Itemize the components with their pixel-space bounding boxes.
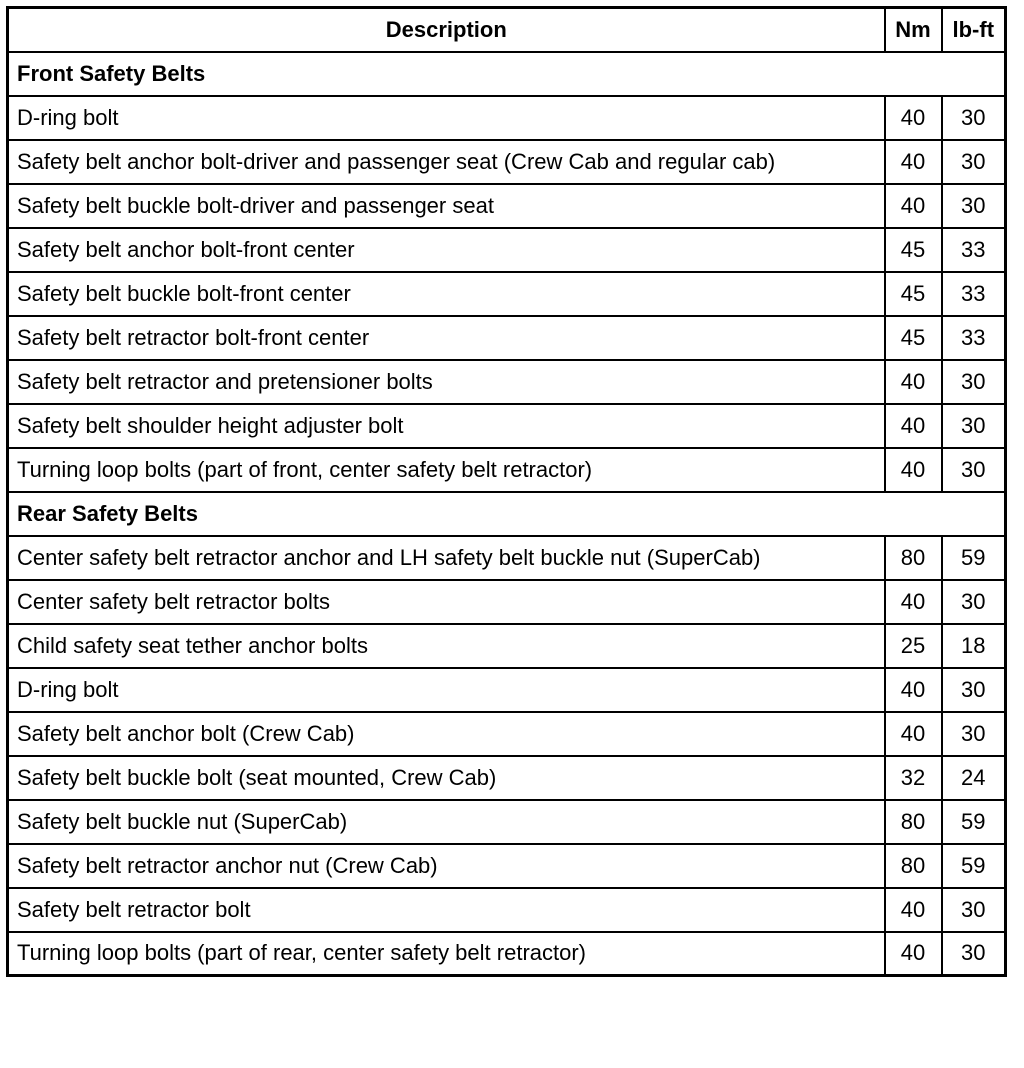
row-description: Safety belt shoulder height adjuster bolt [8, 404, 885, 448]
table-row [8, 800, 1006, 844]
row-description: Safety belt buckle bolt-front center [8, 272, 885, 316]
table-row [8, 624, 1006, 668]
row-description: Safety belt buckle bolt (seat mounted, Crew Cab) [8, 756, 885, 800]
table-row [8, 360, 1006, 404]
row-description: Center safety belt retractor bolts [8, 580, 885, 624]
table-row [8, 712, 1006, 756]
table-row [8, 184, 1006, 228]
row-nm: 32 [885, 756, 942, 800]
row-description: D-ring bolt [8, 668, 885, 712]
table-row [8, 536, 1006, 580]
table-row [8, 580, 1006, 624]
section-title: Rear Safety Belts [8, 492, 1006, 536]
row-lbft: 30 [942, 140, 1006, 184]
row-lbft: 30 [942, 448, 1006, 492]
row-description: Safety belt anchor bolt (Crew Cab) [8, 712, 885, 756]
row-description: D-ring bolt [8, 96, 885, 140]
row-lbft: 59 [942, 536, 1006, 580]
row-nm: 80 [885, 844, 942, 888]
row-lbft: 24 [942, 756, 1006, 800]
row-lbft: 33 [942, 272, 1006, 316]
row-lbft: 30 [942, 668, 1006, 712]
row-nm: 25 [885, 624, 942, 668]
row-nm: 40 [885, 712, 942, 756]
row-nm: 40 [885, 888, 942, 932]
row-nm: 45 [885, 228, 942, 272]
section-header-row [8, 52, 1006, 96]
row-nm: 40 [885, 360, 942, 404]
section-title: Front Safety Belts [8, 52, 1006, 96]
row-lbft: 30 [942, 360, 1006, 404]
row-nm: 45 [885, 272, 942, 316]
row-nm: 45 [885, 316, 942, 360]
row-description: Turning loop bolts (part of rear, center safety belt retractor) [8, 932, 885, 976]
table-row [8, 272, 1006, 316]
row-lbft: 30 [942, 404, 1006, 448]
row-description: Child safety seat tether anchor bolts [8, 624, 885, 668]
row-nm: 40 [885, 404, 942, 448]
row-lbft: 30 [942, 96, 1006, 140]
row-lbft: 30 [942, 580, 1006, 624]
table-row [8, 932, 1006, 976]
row-nm: 40 [885, 184, 942, 228]
row-lbft: 59 [942, 844, 1006, 888]
row-lbft: 59 [942, 800, 1006, 844]
row-lbft: 30 [942, 184, 1006, 228]
table-row [8, 756, 1006, 800]
table-row [8, 316, 1006, 360]
table-row [8, 448, 1006, 492]
row-nm: 40 [885, 932, 942, 976]
row-nm: 40 [885, 140, 942, 184]
row-nm: 40 [885, 448, 942, 492]
table-row [8, 140, 1006, 184]
header-description: Description [8, 8, 885, 52]
header-nm: Nm [885, 8, 942, 52]
header-lbft: lb-ft [942, 8, 1006, 52]
row-lbft: 30 [942, 888, 1006, 932]
table-row [8, 668, 1006, 712]
row-lbft: 30 [942, 932, 1006, 976]
row-nm: 80 [885, 800, 942, 844]
table-body [8, 52, 1006, 976]
row-description: Safety belt anchor bolt-front center [8, 228, 885, 272]
row-nm: 40 [885, 96, 942, 140]
row-description: Safety belt buckle bolt-driver and passenger seat [8, 184, 885, 228]
table-row [8, 844, 1006, 888]
section-header-row [8, 492, 1006, 536]
row-lbft: 18 [942, 624, 1006, 668]
row-description: Center safety belt retractor anchor and LH safety belt buckle nut (SuperCab) [8, 536, 885, 580]
row-nm: 80 [885, 536, 942, 580]
row-description: Safety belt retractor and pretensioner bolts [8, 360, 885, 404]
torque-spec-table [6, 6, 1007, 977]
row-description: Safety belt retractor bolt [8, 888, 885, 932]
table-row [8, 96, 1006, 140]
row-lbft: 33 [942, 228, 1006, 272]
table-row [8, 228, 1006, 272]
row-nm: 40 [885, 668, 942, 712]
row-description: Safety belt retractor anchor nut (Crew Cab) [8, 844, 885, 888]
header-row [8, 8, 1006, 52]
row-description: Safety belt retractor bolt-front center [8, 316, 885, 360]
table-row [8, 404, 1006, 448]
row-description: Safety belt anchor bolt-driver and passenger seat (Crew Cab and regular cab) [8, 140, 885, 184]
table-row [8, 888, 1006, 932]
row-description: Safety belt buckle nut (SuperCab) [8, 800, 885, 844]
row-lbft: 30 [942, 712, 1006, 756]
row-description: Turning loop bolts (part of front, center safety belt retractor) [8, 448, 885, 492]
row-nm: 40 [885, 580, 942, 624]
row-lbft: 33 [942, 316, 1006, 360]
